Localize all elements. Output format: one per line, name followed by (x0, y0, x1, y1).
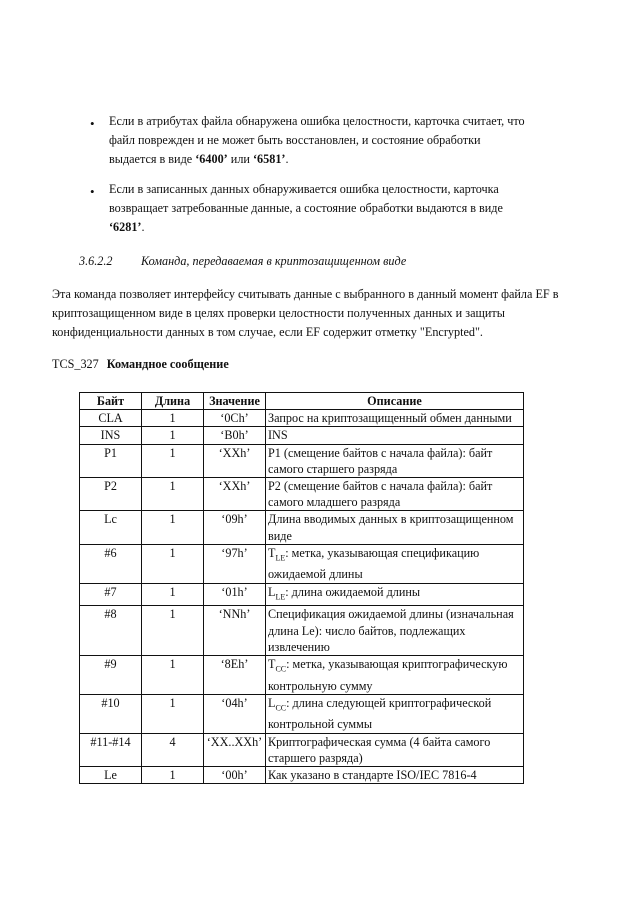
bullet-item (109, 112, 529, 169)
table-row (80, 655, 524, 694)
table-row (80, 444, 524, 477)
cell-length: 1 (142, 427, 204, 444)
bullet-text-end: . (285, 152, 289, 166)
caption-title: Командное сообщение (106, 357, 229, 371)
cell-description (266, 427, 524, 444)
cell-value: ‘XX..XXh’ (204, 733, 266, 766)
cell-byte: #10 (80, 694, 142, 733)
table-row (80, 583, 524, 606)
cell-value: ‘00h’ (204, 767, 266, 784)
cell-value: ‘0Ch’ (204, 410, 266, 427)
bullet-text-end: . (141, 220, 145, 234)
cell-byte: P1 (80, 444, 142, 477)
desc-text: P1 (смещение байтов с начала файла): байт самого старшего разряда (268, 445, 493, 476)
desc-subscript: CC (275, 664, 287, 674)
status-code: ‘6281’ (109, 220, 142, 234)
desc-text: Как указано в стандарте ISO/IEC 7816-4 (268, 768, 477, 783)
cell-value: ‘XXh’ (204, 444, 266, 477)
desc-symbol: T (268, 545, 276, 560)
cell-byte: #6 (80, 544, 142, 583)
cell-byte: #11-#14 (80, 733, 142, 766)
cell-value: ‘04h’ (204, 694, 266, 733)
table-row (80, 733, 524, 766)
header-description: Описание (266, 393, 524, 410)
caption-id: TCS_327 (52, 357, 99, 371)
desc-subscript: CC (275, 703, 287, 713)
cell-byte: #9 (80, 655, 142, 694)
table-caption (52, 357, 229, 372)
desc-text: Запрос на криптозащищенный обмен данными (268, 411, 512, 426)
cell-value: ‘97h’ (204, 544, 266, 583)
header-byte: Байт (80, 393, 142, 410)
cell-description (266, 410, 524, 427)
desc-text: Спецификация ожидаемой длины (изначальная длина Le): число байтов, подлежащих извлечению (268, 607, 514, 654)
table-row (80, 606, 524, 656)
cell-description (266, 767, 524, 784)
desc-subscript: LE (275, 553, 286, 563)
body-paragraph: Эта команда позволяет интерфейсу считывать данные с выбранного в данный момент файла EF в криптозащищенном виде в целях проверки целостности полученных данных и защиты конфиденциальности данных в том случае, если EF содержит отметку "Encrypted". (52, 287, 559, 339)
cell-length: 1 (142, 410, 204, 427)
cell-byte: Le (80, 767, 142, 784)
desc-text: : метка, указывающая спецификацию ожидаемой длины (268, 545, 480, 582)
cell-value: ‘01h’ (204, 583, 266, 606)
status-code: ‘6581’ (252, 152, 286, 166)
desc-symbol: T (268, 656, 276, 671)
cell-length: 1 (142, 478, 204, 511)
cell-description (266, 444, 524, 477)
table-row (80, 694, 524, 733)
cell-length: 1 (142, 544, 204, 583)
cell-description (266, 511, 524, 544)
header-value: Значение (204, 393, 266, 410)
desc-text: : длина ожидаемой длины (285, 584, 421, 599)
cell-description (266, 606, 524, 656)
cell-value: ‘XXh’ (204, 478, 266, 511)
cell-byte: #8 (80, 606, 142, 656)
table-row (80, 478, 524, 511)
desc-text: Криптографическая сумма (4 байта самого старшего разряда) (268, 734, 491, 765)
cell-value: ‘NNh’ (204, 606, 266, 656)
desc-symbol: L (268, 584, 276, 599)
cell-byte: #7 (80, 583, 142, 606)
cell-description (266, 655, 524, 694)
cell-length: 1 (142, 511, 204, 544)
desc-text: Длина вводимых данных в криптозащищенном виде (268, 512, 514, 543)
cell-description (266, 583, 524, 606)
cell-length: 1 (142, 655, 204, 694)
section-title: Команда, передаваемая в криптозащищенном виде (141, 254, 407, 268)
table-header-row (80, 393, 524, 410)
desc-text: : длина следующей криптографической контрольной суммы (268, 695, 492, 732)
bullet-text: Если в атрибутах файла обнаружена ошибка целостности, карточка считает, что файл поврежден и не может быть восстановлен, и состояние обработки выдается в виде (109, 114, 525, 166)
desc-text: P2 (смещение байтов с начала файла): байт самого младшего разряда (268, 479, 493, 510)
desc-subscript: LE (275, 592, 286, 602)
bullet-marker: • (90, 184, 95, 199)
cell-value: ‘8Eh’ (204, 655, 266, 694)
header-length: Длина (142, 393, 204, 410)
table-row (80, 427, 524, 444)
cell-value: ‘B0h’ (204, 427, 266, 444)
cell-description (266, 694, 524, 733)
cell-length: 1 (142, 583, 204, 606)
bullet-marker: • (90, 116, 95, 131)
bullet-item (109, 180, 529, 237)
section-number: 3.6.2.2 (79, 254, 113, 268)
cell-length: 4 (142, 733, 204, 766)
cell-length: 1 (142, 606, 204, 656)
bullet-text-mid: или (227, 152, 253, 166)
cell-description (266, 733, 524, 766)
cell-length: 1 (142, 694, 204, 733)
desc-text: INS (268, 428, 288, 443)
cell-description (266, 478, 524, 511)
cell-byte: CLA (80, 410, 142, 427)
cell-description (266, 544, 524, 583)
desc-text: : метка, указывающая криптографическую контрольную сумму (268, 656, 508, 693)
table-row (80, 544, 524, 583)
status-code: ‘6400’ (195, 152, 228, 166)
table-row (80, 410, 524, 427)
table-row (80, 511, 524, 544)
cell-length: 1 (142, 767, 204, 784)
cell-value: ‘09h’ (204, 511, 266, 544)
cell-length: 1 (142, 444, 204, 477)
cell-byte: P2 (80, 478, 142, 511)
cell-byte: Lc (80, 511, 142, 544)
bullet-text: Если в записанных данных обнаруживается ошибка целостности, карточка возвращает затребованные данные, а состояние обработки выдаются в виде (109, 182, 503, 215)
command-table (79, 392, 524, 784)
table-row (80, 767, 524, 784)
cell-byte: INS (80, 427, 142, 444)
desc-symbol: L (268, 695, 276, 710)
